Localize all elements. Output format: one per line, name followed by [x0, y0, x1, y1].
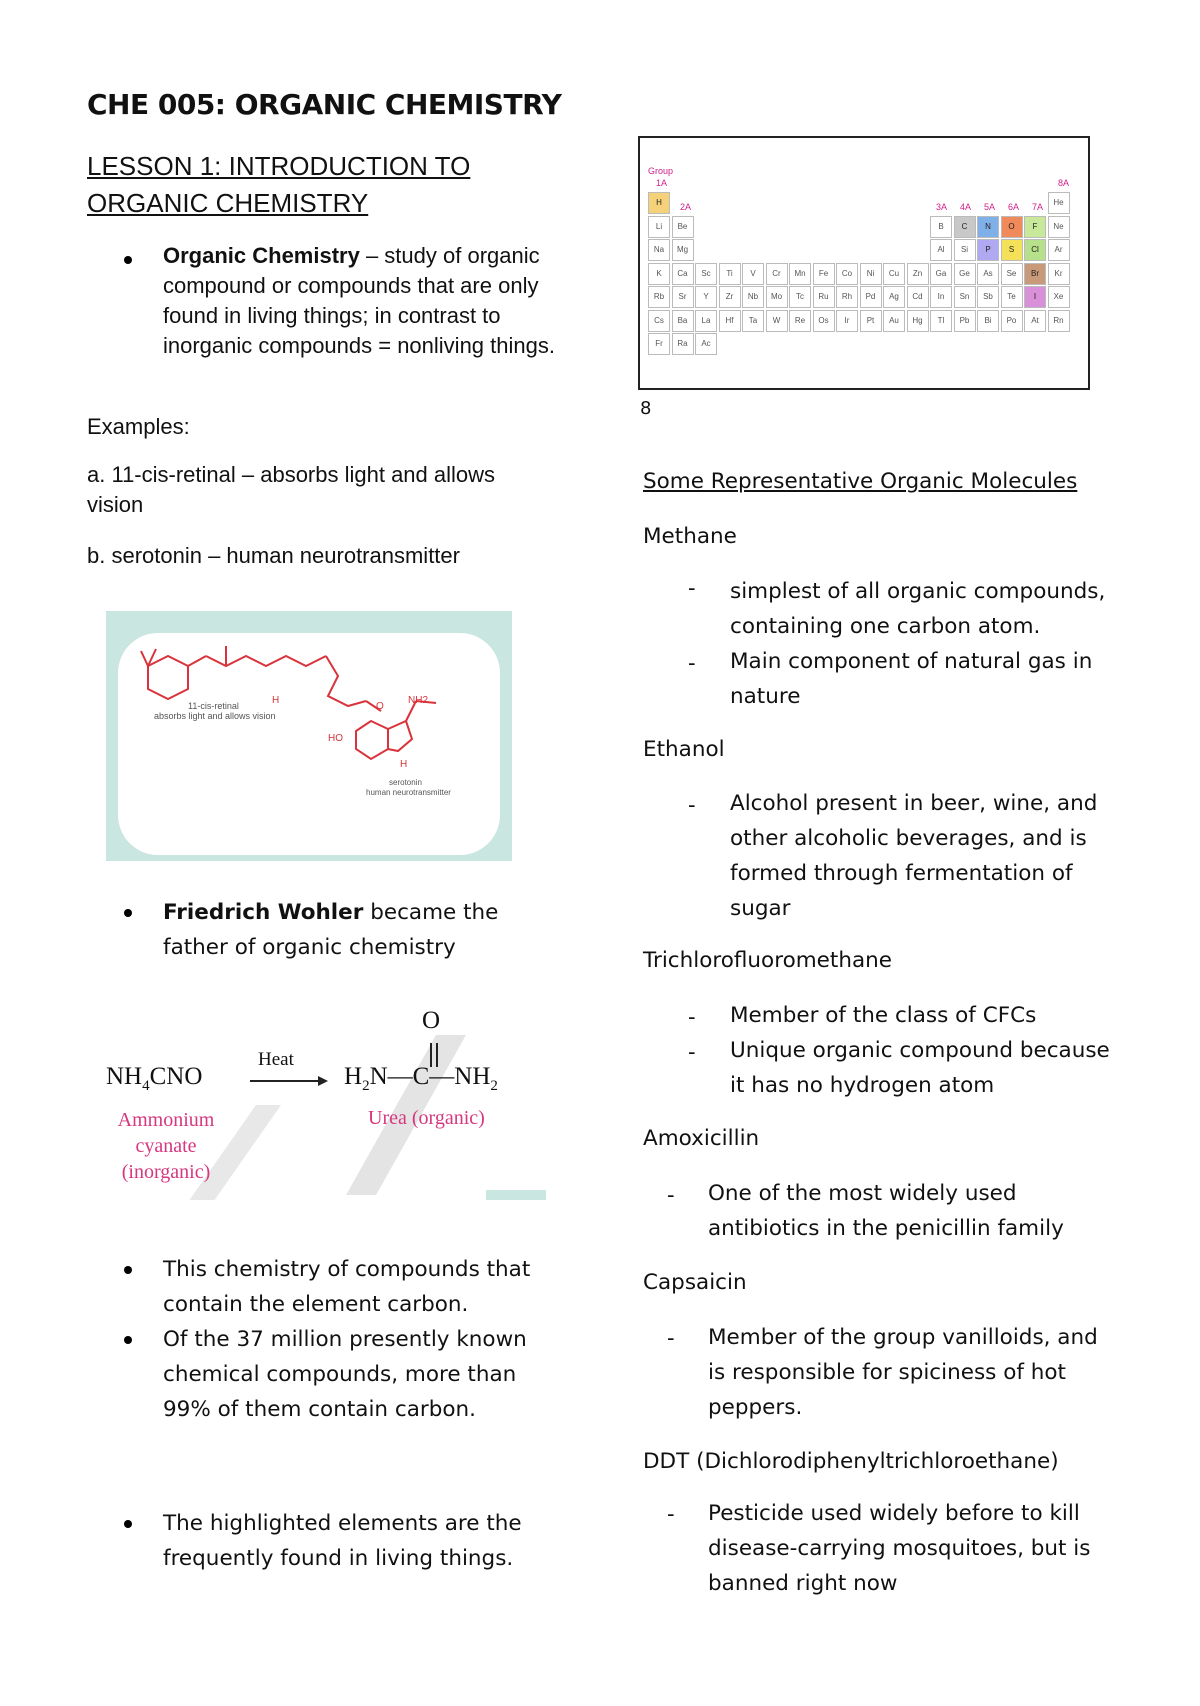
- element-cell: Zr: [719, 286, 741, 308]
- element-cell: Cr: [766, 263, 788, 285]
- definition-body: – study of organic compound or compounds that are only found in living things; in contrast to inorganic compounds = nonliving things.: [163, 243, 555, 358]
- element-cell: Sc: [695, 263, 717, 285]
- element-cell: In: [930, 286, 952, 308]
- element-cell: Re: [789, 310, 811, 332]
- element-cell: Li: [648, 216, 670, 238]
- element-cell: Cl: [1024, 239, 1046, 261]
- element-cell: Ar: [1048, 239, 1070, 261]
- element-cell: O: [1001, 216, 1023, 238]
- section-title: Some Representative Organic Molecules: [643, 469, 1078, 494]
- dash-marker: -: [688, 651, 696, 675]
- periodic-grid: [648, 192, 1078, 382]
- page-number: 8: [640, 398, 652, 419]
- svg-text:human neurotransmitter: human neurotransmitter: [366, 788, 451, 797]
- molecule-name-ddt: DDT (Dichlorodiphenyltrichloroethane): [643, 1449, 1059, 1474]
- element-cell: Mg: [672, 239, 694, 261]
- oxygen-atom: O: [422, 1007, 441, 1034]
- dash-marker: -: [688, 576, 696, 600]
- element-cell: Pd: [860, 286, 882, 308]
- element-cell: Na: [648, 239, 670, 261]
- product-name: Urea (organic): [368, 1107, 485, 1129]
- element-cell: Be: [672, 216, 694, 238]
- element-cell: Rb: [648, 286, 670, 308]
- element-cell: Fe: [813, 263, 835, 285]
- element-cell: Ti: [719, 263, 741, 285]
- element-cell: Ca: [672, 263, 694, 285]
- svg-text:H: H: [272, 695, 280, 706]
- dash-marker: -: [667, 1502, 675, 1526]
- group-8a: 8A: [1058, 178, 1070, 188]
- element-cell: At: [1024, 310, 1046, 332]
- element-cell: Cu: [883, 263, 905, 285]
- definition-term: Organic Chemistry: [163, 243, 360, 268]
- molecule-name-ethanol: Ethanol: [643, 737, 725, 762]
- dash-marker: -: [667, 1183, 675, 1207]
- element-cell: B: [930, 216, 952, 238]
- element-cell: S: [1001, 239, 1023, 261]
- svg-text:HO: HO: [328, 733, 343, 744]
- element-cell: Po: [1001, 310, 1023, 332]
- element-cell: V: [742, 263, 764, 285]
- group-7a: 7A: [1032, 202, 1044, 212]
- dash-marker: -: [688, 1040, 696, 1064]
- svg-text:serotonin: serotonin: [389, 778, 422, 787]
- element-cell: Kr: [1048, 263, 1070, 285]
- element-cell: Co: [836, 263, 858, 285]
- group-label: Group: [648, 166, 674, 176]
- svg-text:NH2: NH2: [408, 695, 429, 706]
- bullet-dot: [124, 256, 132, 264]
- element-cell: Ru: [813, 286, 835, 308]
- element-cell: As: [977, 263, 999, 285]
- element-cell: Ge: [954, 263, 976, 285]
- element-cell: Ir: [836, 310, 858, 332]
- element-cell: Se: [1001, 263, 1023, 285]
- example-b: b. serotonin – human neurotransmitter: [87, 543, 460, 568]
- cfc-point-1: Member of the class of CFCs: [730, 1003, 1037, 1028]
- element-cell: P: [977, 239, 999, 261]
- element-cell: Y: [695, 286, 717, 308]
- element-cell: Zn: [907, 263, 929, 285]
- molecule-name-amoxicillin: Amoxicillin: [643, 1126, 760, 1151]
- periodic-table-figure: [638, 136, 1090, 390]
- group-2a: 2A: [680, 202, 692, 212]
- element-cell: C: [954, 216, 976, 238]
- bullet-million: Of the 37 million presently known chemical compounds, more than 99% of them contain carbon.: [163, 1327, 527, 1422]
- ethanol-point-1: Alcohol present in beer, wine, and other alcoholic beverages, and is formed through fermentation of sugar: [730, 791, 1098, 921]
- element-cell: Tl: [930, 310, 952, 332]
- cfc-point-2: Unique organic compound because it has no hydrogen atom: [730, 1038, 1110, 1098]
- capsaicin-point-1: Member of the group vanilloids, and is responsible for spiciness of hot peppers.: [708, 1325, 1098, 1420]
- element-cell: Au: [883, 310, 905, 332]
- element-cell: K: [648, 263, 670, 285]
- wohler-body: became the father of organic chemistry: [163, 900, 499, 960]
- element-cell: Al: [930, 239, 952, 261]
- svg-text:O: O: [376, 701, 384, 712]
- dash-marker: -: [688, 1005, 696, 1029]
- group-3a: 3A: [936, 202, 948, 212]
- molecule-name-trichlorofluoromethane: Trichlorofluoromethane: [643, 948, 892, 973]
- svg-text:absorbs light and allows visio: absorbs light and allows vision: [154, 711, 276, 721]
- bullet-dot: [124, 1266, 132, 1274]
- molecule-figure: [106, 611, 512, 861]
- group-1a: 1A: [656, 178, 668, 188]
- element-cell: Os: [813, 310, 835, 332]
- document-title: CHE 005: ORGANIC CHEMISTRY: [87, 88, 562, 121]
- element-cell: Si: [954, 239, 976, 261]
- ddt-point-1: Pesticide used widely before to kill disease-carrying mosquitoes, but is banned right now: [708, 1501, 1091, 1596]
- element-cell: Pb: [954, 310, 976, 332]
- group-4a: 4A: [960, 202, 972, 212]
- element-cell: Ba: [672, 310, 694, 332]
- element-cell: Br: [1024, 263, 1046, 285]
- example-a: a. 11-cis-retinal – absorbs light and allows vision: [87, 462, 496, 517]
- bullet-carbon: This chemistry of compounds that contain the element carbon.: [163, 1257, 531, 1317]
- group-6a: 6A: [1008, 202, 1020, 212]
- dash-marker: -: [667, 1326, 675, 1350]
- amoxicillin-point-1: One of the most widely used antibiotics in the penicillin family: [708, 1181, 1064, 1241]
- bullet-dot: [124, 1520, 132, 1528]
- wohler-text: [163, 895, 563, 965]
- element-cell: F: [1024, 216, 1046, 238]
- methane-point-1: simplest of all organic compounds, containing one carbon atom.: [730, 579, 1106, 639]
- element-cell: Sn: [954, 286, 976, 308]
- product-formula: $H_2N—C—NH_2$: [344, 1063, 498, 1094]
- wohler-name: Friedrich Wohler: [163, 900, 364, 925]
- bullet-dot: [124, 909, 132, 917]
- arrow-label: Heat: [258, 1049, 294, 1070]
- element-cell: Rh: [836, 286, 858, 308]
- urea-reaction-figure: [106, 995, 546, 1200]
- molecule-name-methane: Methane: [643, 524, 737, 549]
- element-cell: La: [695, 310, 717, 332]
- molecule-name-capsaicin: Capsaicin: [643, 1270, 747, 1295]
- element-cell: W: [766, 310, 788, 332]
- element-cell: Hg: [907, 310, 929, 332]
- element-cell: Ne: [1048, 216, 1070, 238]
- examples-label: Examples:: [87, 414, 190, 439]
- group-5a: 5A: [984, 202, 996, 212]
- molecule-structures: [106, 611, 512, 861]
- reactant-name: Ammonium cyanate (inorganic): [117, 1109, 215, 1183]
- element-cell: Sr: [672, 286, 694, 308]
- element-cell: Cd: [907, 286, 929, 308]
- element-cell: Ra: [672, 333, 694, 355]
- element-cell: Mo: [766, 286, 788, 308]
- reactant-formula: $NH_4CNO$: [106, 1063, 203, 1094]
- element-cell: Pt: [860, 310, 882, 332]
- element-cell: Ag: [883, 286, 905, 308]
- element-cell: Nb: [742, 286, 764, 308]
- element-cell: Ta: [742, 310, 764, 332]
- element-cell: Cs: [648, 310, 670, 332]
- element-cell: N: [977, 216, 999, 238]
- dash-marker: -: [688, 793, 696, 817]
- element-cell: Sb: [977, 286, 999, 308]
- element-cell: Te: [1001, 286, 1023, 308]
- element-cell: Ac: [695, 333, 717, 355]
- element-cell: Xe: [1048, 286, 1070, 308]
- element-cell: I: [1024, 286, 1046, 308]
- element-cell: He: [1048, 192, 1070, 214]
- element-cell: Bi: [977, 310, 999, 332]
- definition-text: [163, 241, 563, 361]
- bullet-highlighted: The highlighted elements are the frequently found in living things.: [163, 1511, 522, 1571]
- element-cell: Fr: [648, 333, 670, 355]
- element-cell: Ni: [860, 263, 882, 285]
- element-cell: H: [648, 192, 670, 214]
- element-cell: Tc: [789, 286, 811, 308]
- element-cell: Hf: [719, 310, 741, 332]
- svg-text:H: H: [400, 759, 408, 770]
- methane-point-2: Main component of natural gas in nature: [730, 649, 1093, 709]
- lesson-heading: LESSON 1: INTRODUCTION TO ORGANIC CHEMISTRY: [87, 151, 471, 218]
- bullet-dot: [124, 1336, 132, 1344]
- element-cell: Rn: [1048, 310, 1070, 332]
- element-cell: Ga: [930, 263, 952, 285]
- element-cell: Mn: [789, 263, 811, 285]
- svg-text:11-cis-retinal: 11-cis-retinal: [188, 701, 239, 711]
